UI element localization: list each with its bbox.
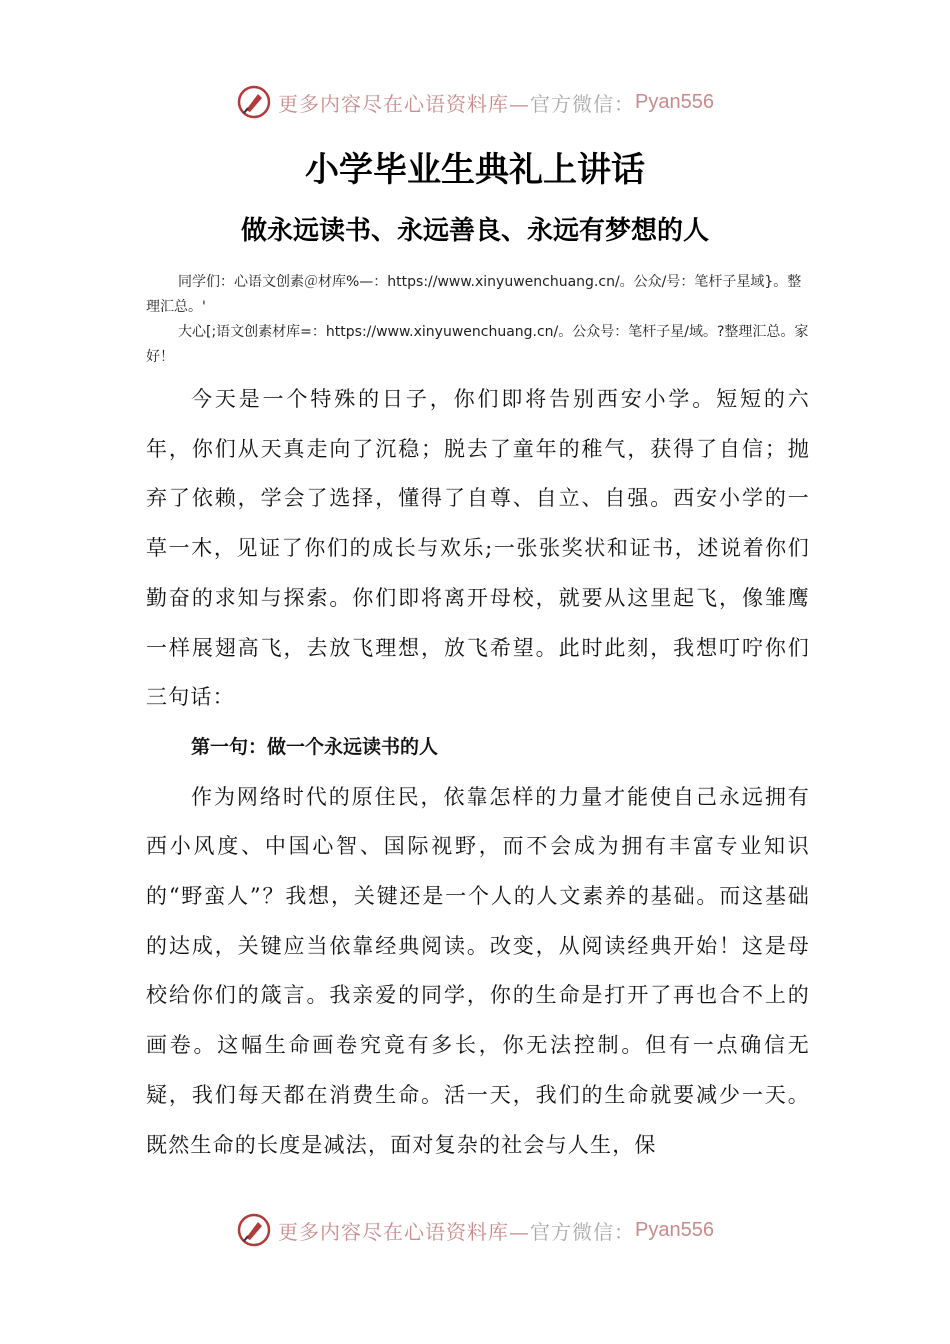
header-banner xyxy=(0,82,950,122)
paragraph: 今天是一个特殊的日子，你们即将告别西安小学。短短的六年，你们从天真走向了沉稳；脱去了童年的稚气，获得了自信；抛弃了依赖，学会了选择，懂得了自尊、自立、自强。西安小学的一草一木，见证了你们的成长与欢乐;一张张奖状和证书，述说着你们勤奋的求知与探索。你们即将离开母校，就要从这里起飞，像雏鹰一样展翅高飞，去放飞理想，放飞希望。此时此刻，我想叮咛你们三句话： xyxy=(146,387,810,710)
page-title: 小学毕业生典礼上讲话 xyxy=(305,150,645,190)
source-note: 大心[;语文创素材库=：https://www.xinyuwenchuang.cn/。公众号：笔杆子星/域。?整理汇总。家好！ xyxy=(146,324,809,365)
banner-wechat-id: Pyan556 xyxy=(635,1218,714,1241)
banner-slogan: 更多内容尽在心语资料库— xyxy=(278,91,531,116)
pen-nib-logo-icon xyxy=(236,1212,272,1248)
banner-wechat-label: 官方微信： xyxy=(530,1219,636,1244)
banner-wechat-id: Pyan556 xyxy=(635,90,714,113)
source-notes xyxy=(146,270,810,370)
source-note: 同学们：心语文创素＠材库%—：https://www.xinyuwenchuang.cn/。公众/号：笔杆子星域}。整理汇总。' xyxy=(146,274,802,315)
paragraph: 作为网络时代的原住民，依靠怎样的力量才能使自己永远拥有西小风度、中国心智、国际视野，而不会成为拥有丰富专业知识的“野蛮人”？我想，关键还是一个人的人文素养的基础。而这基础的达成，关键应当依靠经典阅读。改变，从阅读经典开始！这是母校给你们的箴言。我亲爱的同学，你的生命是打开了再也合不上的画卷。这幅生命画卷究竟有多长，你无法控制。但有一点确信无疑，我们每天都在消费生命。活一天，我们的生命就要减少一天。既然生命的长度是减法，面对复杂的社会与人生，保 xyxy=(146,784,810,1157)
pen-nib-logo-icon xyxy=(236,84,272,120)
section-heading: 第一句：做一个永远读书的人 xyxy=(191,735,439,758)
speech-body xyxy=(146,375,810,1170)
banner-wechat-label: 官方微信： xyxy=(530,91,636,116)
page-subtitle: 做永远读书、永远善良、永远有梦想的人 xyxy=(240,216,709,246)
footer-banner xyxy=(0,1210,950,1250)
banner-slogan: 更多内容尽在心语资料库— xyxy=(278,1219,531,1244)
